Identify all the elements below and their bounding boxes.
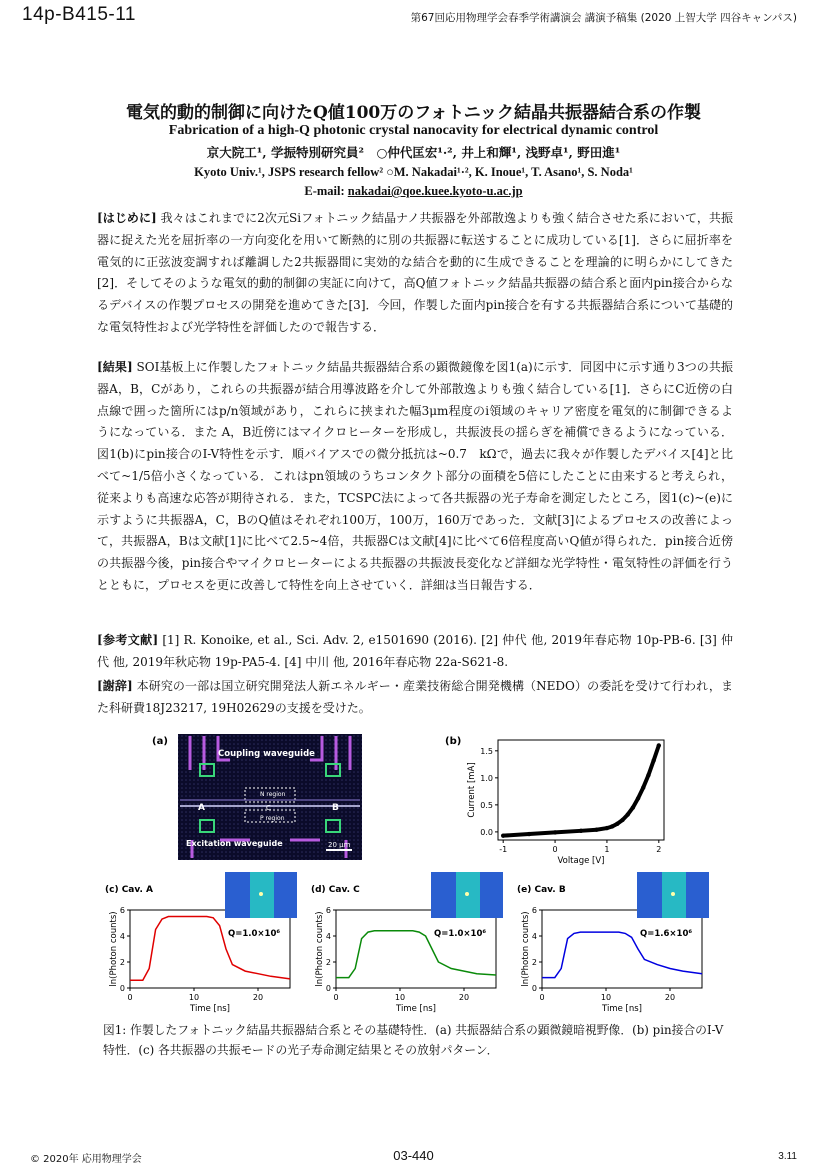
y-tick-label: 0.5 (480, 800, 493, 810)
lifetime-chart-b (517, 872, 709, 1014)
ack-heading: [謝辞] (97, 679, 133, 693)
panel-label: (d) Cav. C (311, 885, 360, 895)
ack-text: 本研究の一部は国立研究開発法人新エネルギー・産業技術総合開発機構（NEDO）の委託を受けて行われ，また科研費18J23217, 19H02629の支援を受けた。 (97, 679, 733, 715)
paper-id: 14p-B415-11 (22, 4, 136, 25)
footer-number: 3.11 (778, 1151, 797, 1162)
figure-1 (100, 730, 730, 1030)
y-tick-label: 1.5 (480, 746, 493, 756)
cavity-a-label: A (198, 803, 205, 813)
lifetime-chart-a (105, 872, 297, 1014)
x-tick-label: 0 (127, 993, 133, 1002)
footer-page: 03-440 (393, 1148, 434, 1163)
data-point (651, 758, 655, 762)
y-tick-label: 0 (325, 984, 331, 993)
iv-chart (467, 740, 664, 866)
y-tick-label: 2 (325, 958, 331, 967)
x-axis-label: Time [ns] (396, 1004, 436, 1014)
data-point (605, 826, 609, 830)
data-point (641, 785, 645, 789)
email-line (0, 184, 827, 199)
microscope-image (178, 734, 362, 860)
email-label: E-mail: (304, 184, 348, 198)
y-axis-label: Current [mA] (467, 762, 477, 818)
x-tick-label: 10 (188, 993, 200, 1002)
panel-label: (e) Cav. B (517, 885, 566, 895)
x-tick-label: 20 (664, 993, 676, 1002)
data-point (631, 805, 635, 809)
q-value-label: Q=1.6×10⁶ (640, 929, 693, 939)
footer-copyright: © 2020年 応用物理学会 (30, 1154, 142, 1165)
ref-heading: [参考文献] (97, 633, 159, 647)
series-line (130, 917, 290, 981)
data-point (501, 833, 505, 837)
x-tick-label: 0 (539, 993, 545, 1002)
x-tick-label: 10 (600, 993, 612, 1002)
figure-caption: 図1: 作製したフォトニック結晶共振器結合系とその基礎特性．(a) 共振器結合系の顕微鏡暗視野像．(b) pin接合のI-V特性．(c) 各共振器の共振モードの光子寿命測定結果とその放射パターン． (103, 1023, 724, 1057)
panel-a-label: (a) (152, 736, 168, 747)
result-text: SOI基板上に作製したフォトニック結晶共振器結合系の顕微鏡像を図1(a)に示す．同図中に示す通り3つの共振器A，B，Cがあり，これらの共振器が結合用導波路を介して外部散逸よりも強く結合している[1]．さらにC近傍の白点線で囲った箇所にはp/n領域があり，これらに挟まれた幅3μm程度のi領域のキャリア密度を電気的に制御できるようになっている．また A，B近傍にはマイクロヒーターを形成し，共振波長の揺らぎを補償できるようになっている．図1(b)にpin接合のI-V特性を示す．順バイアスでの微分抵抗は~0.7 kΩで，過去に我々が作製したデバイス[4]と比べて~1/5倍小さくなっている．これはpn領域のうちコンタクト部分の面積を5倍にしたことに由来すると考えられ，従来よりも高速な応答が期待される．また，TCSPC法によって各共振器の光子寿命を測定したところ，図1(c)~(e)に示すように共振器A，C，BのQ値はそれぞれ100万，100万，160万であった．文献[3]によるプロセスの改善によって，共振器A，Bは文献[1]に比べて2.5~4倍，共振器Cは文献[4]に比べて6倍程度高いQ値が得られた．pin接合近傍の共振器今後，pin接合やマイクロヒーターによる共振器の共振波長変化など詳細な光学特性・電気特性の評価を行うとともに，プロセスを更に改善して特性を向上させていく．詳細は当日報告する． (97, 360, 733, 592)
plot-frame (130, 910, 290, 988)
q-value-label: Q=1.0×10⁶ (228, 929, 281, 939)
data-point (610, 824, 614, 828)
scale-bar-label: 20 μm (328, 841, 351, 849)
coupling-waveguide-label: Coupling waveguide (218, 749, 315, 759)
y-tick-label: 4 (531, 932, 537, 941)
plot-frame (498, 740, 664, 840)
emission-pattern-spot (671, 892, 675, 896)
p-region-label: P region (260, 815, 285, 822)
y-tick-label: 4 (119, 932, 125, 941)
iv-curve (503, 745, 659, 835)
conference-header: 第67回応用物理学会春季学術講演会 講演予稿集 (2020 上智大学 四谷キャンパス) (410, 12, 797, 24)
y-axis-label: ln(Photon counts) (315, 911, 325, 987)
data-point (646, 773, 650, 777)
y-tick-label: 4 (325, 932, 331, 941)
q-value-label: Q=1.0×10⁶ (434, 929, 487, 939)
y-axis-label: ln(Photon counts) (109, 911, 119, 987)
y-tick-label: 1.0 (480, 773, 493, 783)
ref-text: [1] R. Konoike, et al., Sci. Adv. 2, e1501690 (2016). [2] 仲代 他, 2019年春応物 10p-PB-6. [3] 仲代 他, 2019年秋応物 19p-PA5-4. [4] 中川 他, 2016年春応物 22a-S621-8. (97, 633, 733, 669)
x-tick-label: 20 (458, 993, 470, 1002)
excitation-waveguide-label: Excitation waveguide (186, 839, 283, 848)
x-axis-label: Time [ns] (190, 1004, 230, 1014)
section-references (97, 630, 733, 674)
lifetime-chart-c (311, 872, 503, 1014)
cavity-c-label: C (266, 804, 271, 812)
section-acknowledgement (97, 676, 733, 720)
authors-english: Kyoto Univ.¹, JSPS research fellow² ○M. Nakadai¹·², K. Inoue¹, T. Asano¹, S. Noda¹ (194, 165, 633, 179)
x-tick-label: 0 (552, 845, 558, 854)
x-axis-label: Time [ns] (602, 1004, 642, 1014)
data-point (579, 829, 583, 833)
x-tick-label: 10 (394, 993, 406, 1002)
y-tick-label: 0 (531, 984, 537, 993)
data-point (657, 743, 661, 747)
data-point (527, 832, 531, 836)
emission-pattern-spot (259, 892, 263, 896)
y-axis-label: ln(Photon counts) (521, 911, 531, 987)
data-point (594, 828, 598, 832)
data-point (553, 830, 557, 834)
y-tick-label: 6 (119, 906, 125, 915)
emission-pattern-spot (465, 892, 469, 896)
paper-subtitle: Fabrication of a high-Q photonic crystal nanocavity for electrical dynamic control (168, 123, 659, 138)
intro-heading: [はじめに] (97, 211, 157, 225)
intro-text: 我々はこれまでに2次元Siフォトニック結晶ナノ共振器を外部散逸よりも強く結合させた系において，共振器に捉えた光を屈折率の一方向変化を用いて断熱的に別の共振器に転送することに成功している[1]．さらに屈折率を電気的に正弦波変調すれば離調した2共振器間に実効的な結合を動的に生成できることを理論的に明らかにしてきた[2]．そしてそのような電気的動的制御の実証に向けて，高Q値フォトニック結晶共振器の結合系と面内pin接合からなるデバイスの作製プロセスの開発を進めてきた[3]．今回，作製した面内pin接合を有する共振器結合系について基礎的な電気特性および光学特性を評価したので報告する． (97, 211, 734, 334)
data-point (636, 796, 640, 800)
x-tick-label: -1 (499, 845, 508, 854)
cavity-b-label: B (332, 803, 339, 813)
y-tick-label: 6 (531, 906, 537, 915)
data-point (615, 822, 619, 826)
y-tick-label: 2 (119, 958, 125, 967)
y-tick-label: 2 (531, 958, 537, 967)
x-tick-label: 20 (252, 993, 264, 1002)
x-tick-label: 0 (333, 993, 339, 1002)
y-tick-label: 0.0 (480, 827, 493, 837)
x-tick-label: 1 (604, 845, 610, 854)
section-introduction (97, 208, 733, 339)
y-tick-label: 0 (119, 984, 125, 993)
n-region-label: N region (260, 791, 286, 798)
data-point (620, 818, 624, 822)
authors-japanese: 京大院工¹, 学振特別研究員² ○仲代匡宏¹·², 井上和輝¹, 浅野卓¹, 野田進¹ (206, 145, 621, 160)
email-link[interactable]: nakadai@qoe.kuee.kyoto-u.ac.jp (347, 184, 523, 198)
section-results (97, 357, 733, 597)
x-tick-label: 2 (656, 845, 662, 854)
result-heading: [結果] (97, 360, 133, 374)
paper-title: 電気的動的制御に向けたQ値100万のフォトニック結晶共振器結合系の作製 (125, 103, 702, 123)
panel-b-label: (b) (445, 736, 462, 747)
data-point (625, 812, 629, 816)
x-axis-label: Voltage [V] (557, 856, 605, 866)
y-tick-label: 6 (325, 906, 331, 915)
panel-label: (c) Cav. A (105, 885, 154, 895)
